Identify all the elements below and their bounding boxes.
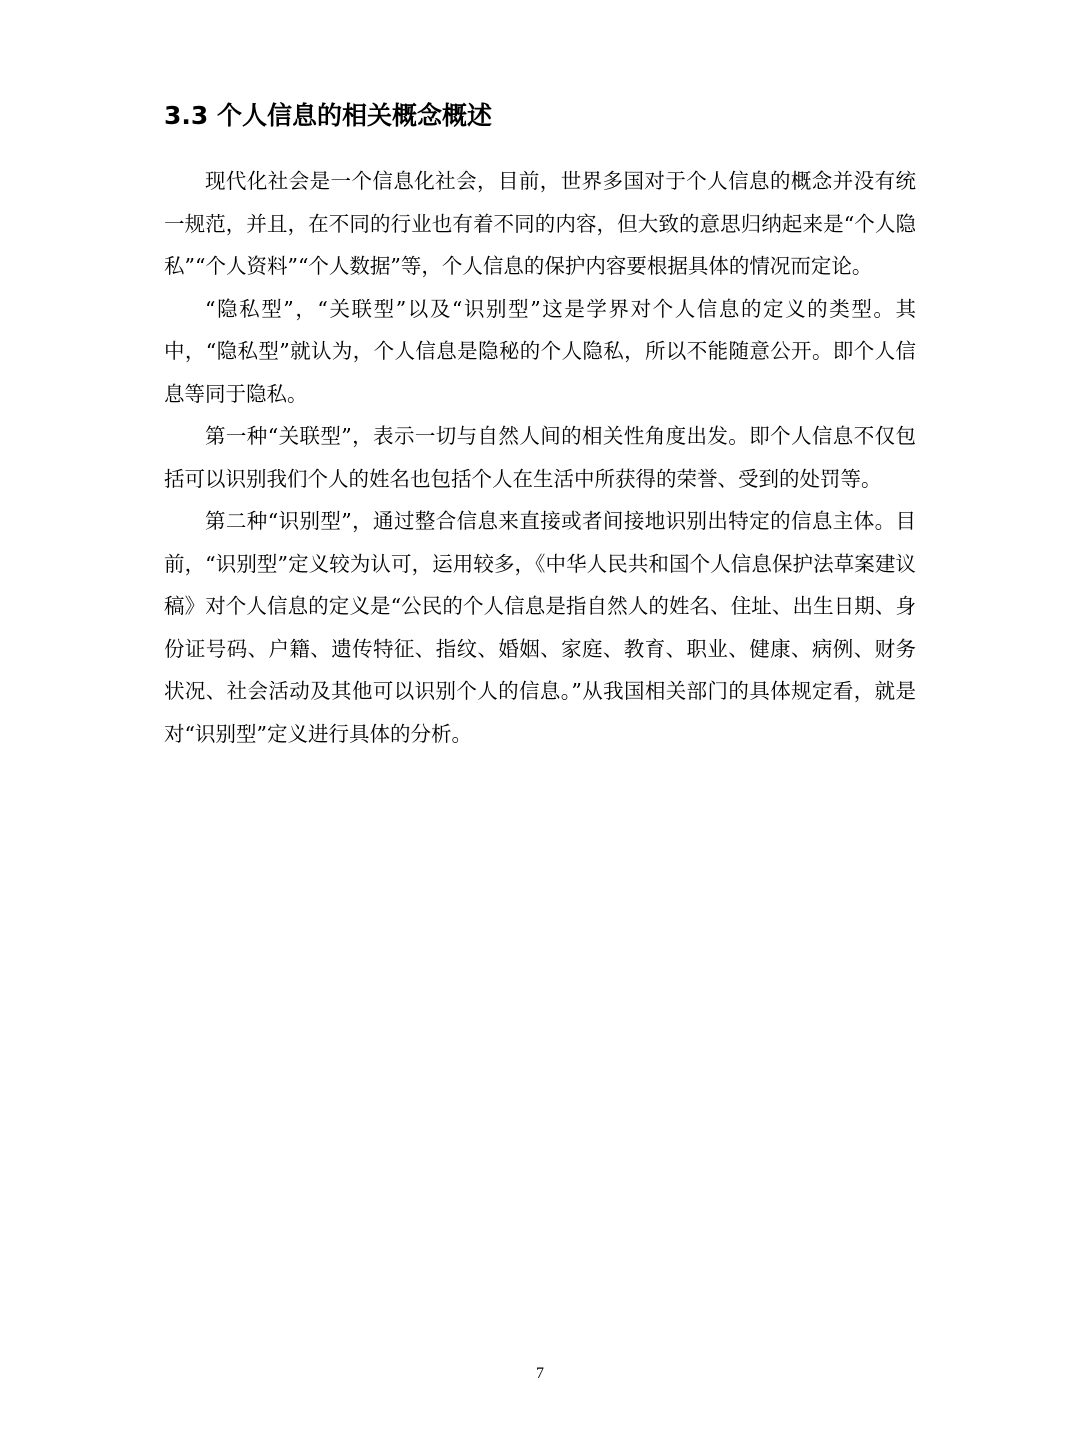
section-body (164, 160, 916, 755)
paragraph-definition-types: “隐私型”，“关联型”以及“识别型”这是学界对个人信息的定义的类型。其中，“隐私型”就认为，个人信息是隐秘的个人隐私，所以不能随意公开。即个人信息等同于隐私。 (164, 296, 916, 406)
paragraph-intro: 现代化社会是一个信息化社会，目前，世界多国对于个人信息的概念并没有统一规范，并且，在不同的行业也有着不同的内容，但大致的意思归纳起来是“个人隐私”“个人资料”“个人数据”等，个人信息的保护内容要根据具体的情况而定论。 (164, 169, 916, 278)
page-number: 7 (536, 1365, 544, 1382)
paragraph-identification-type: 第二种“识别型”，通过整合信息来直接或者间接地识别出特定的信息主体。目前，“识别型”定义较为认可，运用较多，《中华人民共和国个人信息保护法草案建议稿》对个人信息的定义是“公民的个人信息是指自然人的姓名、住址、出生日期、身份证号码、户籍、遗传特征、指纹、婚姻、家庭、教育、职业、健康、病例、财务状况、社会活动及其他可以识别个人的信息。”从我国相关部门的具体规定看，就是对“识别型”定义进行具体的分析。 (164, 509, 916, 746)
section-heading: 3.3 个人信息的相关概念概述 (164, 101, 492, 130)
paragraph-association-type: 第一种“关联型”，表示一切与自然人间的相关性角度出发。即个人信息不仅包括可以识别我们个人的姓名也包括个人在生活中所获得的荣誉、受到的处罚等。 (164, 424, 916, 491)
